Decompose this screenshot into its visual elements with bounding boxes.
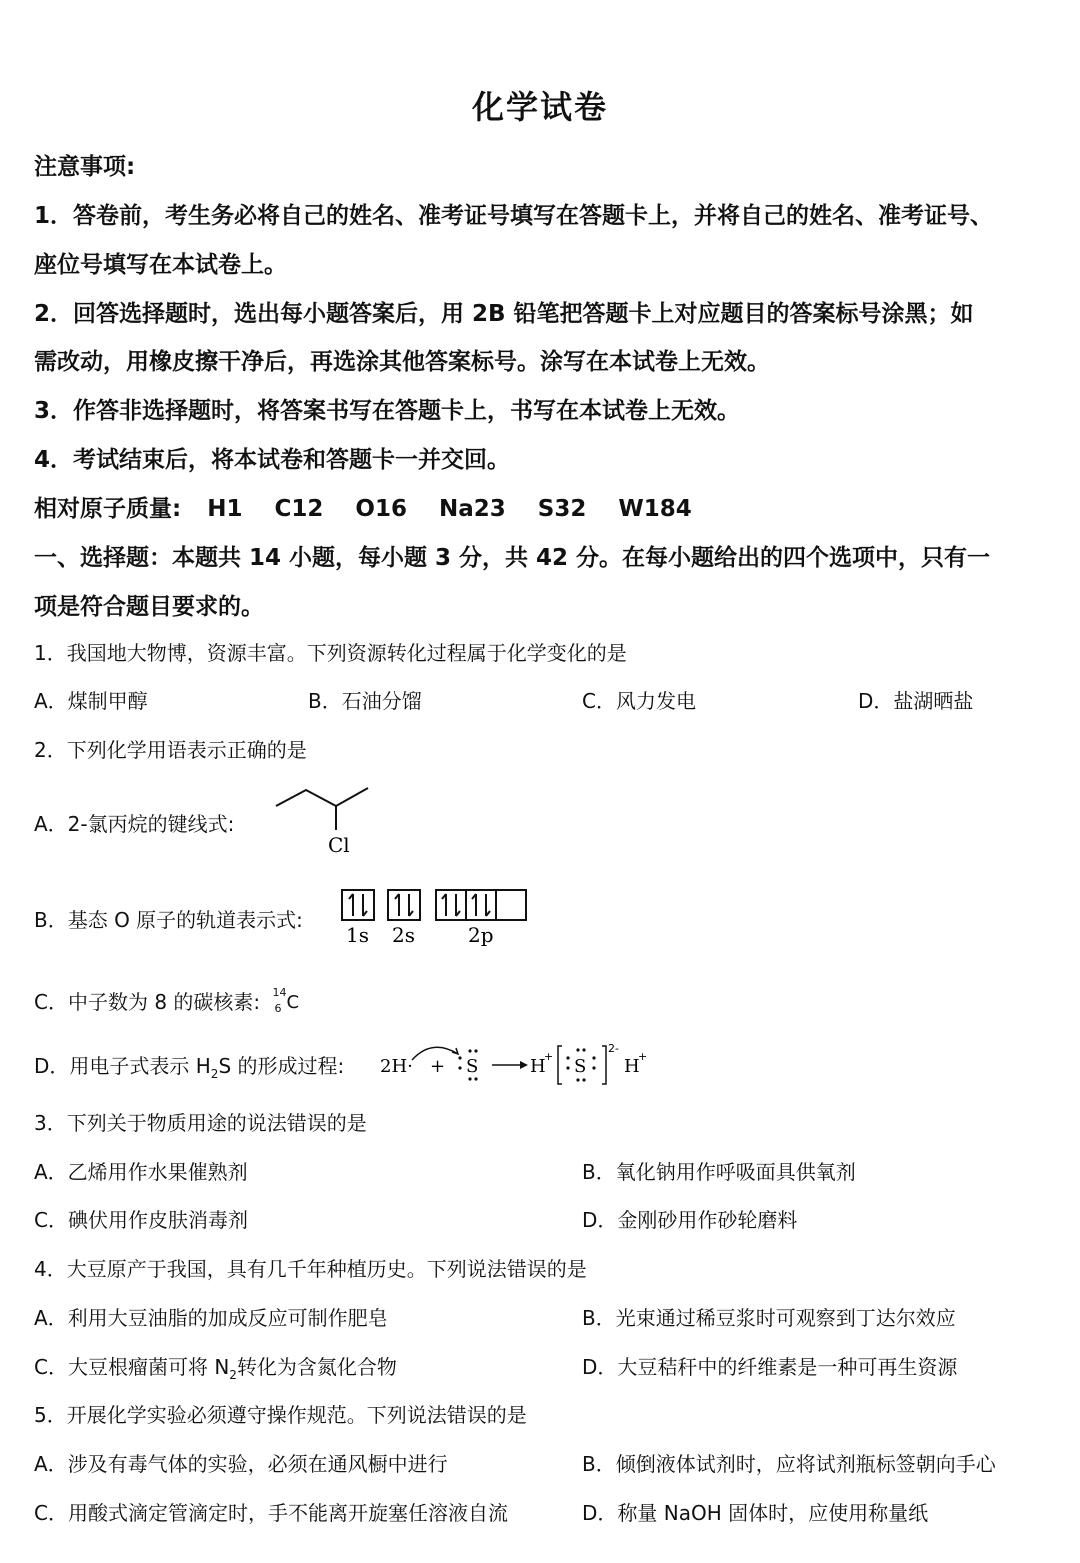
q2-c-symbol: C: [286, 991, 300, 1013]
atomic-mass-w: W184: [618, 496, 692, 522]
q5-option-d: D．称量 NaOH 固体时，应使用称量纸: [582, 1501, 929, 1525]
q2-d-plus: +: [430, 1056, 446, 1077]
q2-option-c: [34, 985, 300, 1016]
q1-option-a: A．煤制甲醇: [34, 689, 148, 713]
q2-c-nuclide: [267, 985, 300, 1016]
q3-option-a: A．乙烯用作水果催熟剂: [34, 1160, 248, 1184]
q4-c-prefix: C．大豆根瘤菌可将 N: [34, 1355, 230, 1379]
atomic-mass-s: S32: [537, 496, 587, 522]
q1-option-b: B．石油分馏: [308, 689, 422, 713]
q2-option-b: B．基态 O 原子的轨道表示式:: [34, 908, 303, 932]
q4-option-b: B．光束通过稀豆浆时可观察到丁达尔效应: [582, 1306, 956, 1330]
q5-option-c: C．用酸式滴定管滴定时，手不能离开旋塞任溶液自流: [34, 1501, 508, 1525]
q1-option-d: D．盐湖晒盐: [858, 689, 974, 713]
atomic-mass-line: [34, 490, 716, 523]
q2-d-h1: H: [530, 1056, 546, 1077]
q2-b-orbital-diagram: [338, 886, 538, 948]
q2-option-a: A．2-氯丙烷的键线式:: [34, 812, 235, 836]
atomic-mass-h: H1: [207, 496, 243, 522]
notice-item-3: 3．作答非选择题时，将答案书写在答题卡上，书写在本试卷上无效。: [34, 398, 741, 424]
q4-c-subscript: 2: [229, 1368, 237, 1382]
q1-option-c: C．风力发电: [582, 689, 696, 713]
q4-option-c: [34, 1351, 397, 1380]
q3-option-c: C．碘伏用作皮肤消毒剂: [34, 1208, 248, 1232]
q5-stem: 5．开展化学实验必须遵守操作规范。下列说法错误的是: [34, 1403, 527, 1427]
q1-stem: 1．我国地大物博，资源丰富。下列资源转化过程属于化学变化的是: [34, 641, 627, 665]
q2-c-text: C．中子数为 8 的碳核素:: [34, 990, 261, 1014]
notice-item-1-line-2: 座位号填写在本试卷上。: [34, 252, 287, 278]
q2-d-2h: 2H·: [380, 1056, 413, 1077]
q4-option-d: D．大豆秸秆中的纤维素是一种可再生资源: [582, 1355, 958, 1379]
atomic-mass-label: 相对原子质量:: [34, 496, 182, 522]
svg-text:S: S: [466, 1056, 479, 1077]
q2-c-atomic-number: 6: [274, 1001, 282, 1015]
notice-item-2-line-2: 需改动，用橡皮擦干净后，再选涂其他答案标号。涂写在本试卷上无效。: [34, 349, 770, 375]
q2-d-subscript: 2: [210, 1067, 219, 1081]
q4-stem: 4．大豆原产于我国，具有几千年种植历史。下列说法错误的是: [34, 1257, 587, 1281]
q5-option-a: A．涉及有毒气体的实验，必须在通风橱中进行: [34, 1452, 448, 1476]
q2-option-d: [34, 1050, 344, 1079]
q2-d-h2: H: [624, 1056, 640, 1077]
q2-b-label-2p: 2p: [468, 923, 494, 947]
section-1-line-1: 一、选择题：本题共 14 小题，每小题 3 分，共 42 分。在每小题给出的四个选项中，只有一: [34, 545, 991, 571]
q2-d-ion-charge: 2-: [608, 1042, 619, 1055]
q2-d-h1-charge: +: [544, 1050, 554, 1063]
q2-c-mass-number: 14: [272, 985, 287, 999]
atomic-mass-c: C12: [274, 496, 324, 522]
notice-item-2-line-1: 2．回答选择题时，选出每小题答案后，用 2B 铅笔把答题卡上对应题目的答案标号涂黑；如: [34, 301, 974, 327]
q4-c-suffix: 转化为含氮化合物: [236, 1355, 397, 1379]
q2-d-prefix: D．用电子式表示 H: [34, 1054, 211, 1078]
q2-d-suffix: S 的形成过程:: [218, 1054, 345, 1078]
atomic-mass-na: Na23: [438, 496, 506, 522]
atomic-mass-o: O16: [355, 496, 407, 522]
q3-option-b: B．氧化钠用作呼吸面具供氧剂: [582, 1160, 856, 1184]
q3-stem: 3．下列关于物质用途的说法错误的是: [34, 1111, 367, 1135]
q4-option-a: A．利用大豆油脂的加成反应可制作肥皂: [34, 1306, 388, 1330]
svg-text:S: S: [574, 1056, 587, 1077]
q5-option-b: B．倾倒液体试剂时，应将试剂瓶标签朝向手心: [582, 1452, 996, 1476]
notice-item-1-line-1: 1．答卷前，考生务必将自己的姓名、准考证号填写在答题卡上，并将自己的姓名、准考证号、: [34, 203, 994, 229]
q2-d-electron-formula: [376, 1038, 656, 1090]
notice-heading: 注意事项:: [34, 154, 136, 180]
page-title: 化学试卷: [471, 88, 608, 126]
q3-option-d: D．金刚砂用作砂轮磨料: [582, 1208, 798, 1232]
q2-a-cl-label: Cl: [328, 833, 350, 857]
q2-b-label-2s: 2s: [392, 923, 415, 947]
section-1-line-2: 项是符合题目要求的。: [34, 594, 264, 620]
q2-a-skeletal-formula: [270, 782, 380, 862]
q2-d-h2-charge: +: [638, 1050, 648, 1063]
q2-b-label-1s: 1s: [346, 923, 369, 947]
notice-item-4: 4．考试结束后，将本试卷和答题卡一并交回。: [34, 447, 511, 473]
q2-stem: 2．下列化学用语表示正确的是: [34, 738, 307, 762]
